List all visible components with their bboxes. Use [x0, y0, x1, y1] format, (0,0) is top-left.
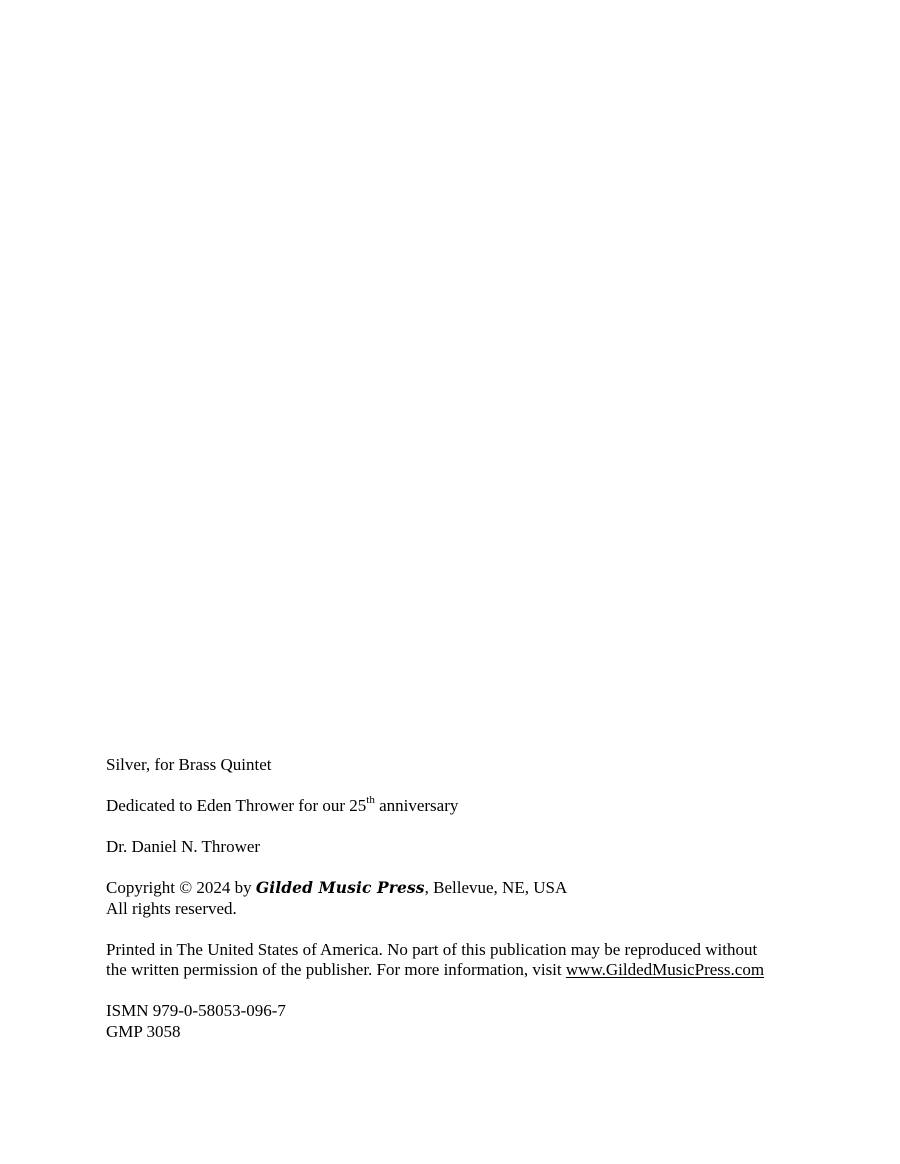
title-line: Silver, for Brass Quintet	[106, 755, 272, 774]
composer-name: Dr. Daniel N. Thrower	[106, 837, 261, 856]
spacer	[106, 981, 806, 1002]
publisher-name: Gilded Music Press	[255, 878, 425, 897]
copyright-suffix: , Bellevue, NE, USA	[424, 878, 568, 897]
spacer	[106, 858, 806, 879]
copyright-line	[106, 878, 806, 899]
dedication-superscript: th	[366, 794, 375, 807]
dedication-line	[106, 796, 806, 817]
ismn-number: ISMN 979-0-58053-096-7	[106, 1001, 286, 1020]
spacer	[106, 817, 806, 838]
dedication-suffix: anniversary	[374, 796, 459, 815]
printing-line-2	[106, 960, 806, 981]
catalog-number: GMP 3058	[106, 1021, 181, 1041]
copyright-prefix: Copyright © 2024 by	[106, 878, 256, 897]
rights-line: All rights reserved.	[106, 898, 237, 918]
spacer	[106, 919, 806, 940]
publication-info	[106, 755, 806, 1042]
spacer	[106, 776, 806, 797]
dedication-prefix: Dedicated to Eden Thrower for our 25	[106, 796, 367, 815]
printing-line-2-text: the written permission of the publisher. For more information, visit	[106, 960, 566, 979]
printing-line-1: Printed in The United States of America. No part of this publication may be reproduced without	[106, 939, 758, 959]
publisher-website-link[interactable]: www.GildedMusicPress.com	[565, 960, 765, 979]
